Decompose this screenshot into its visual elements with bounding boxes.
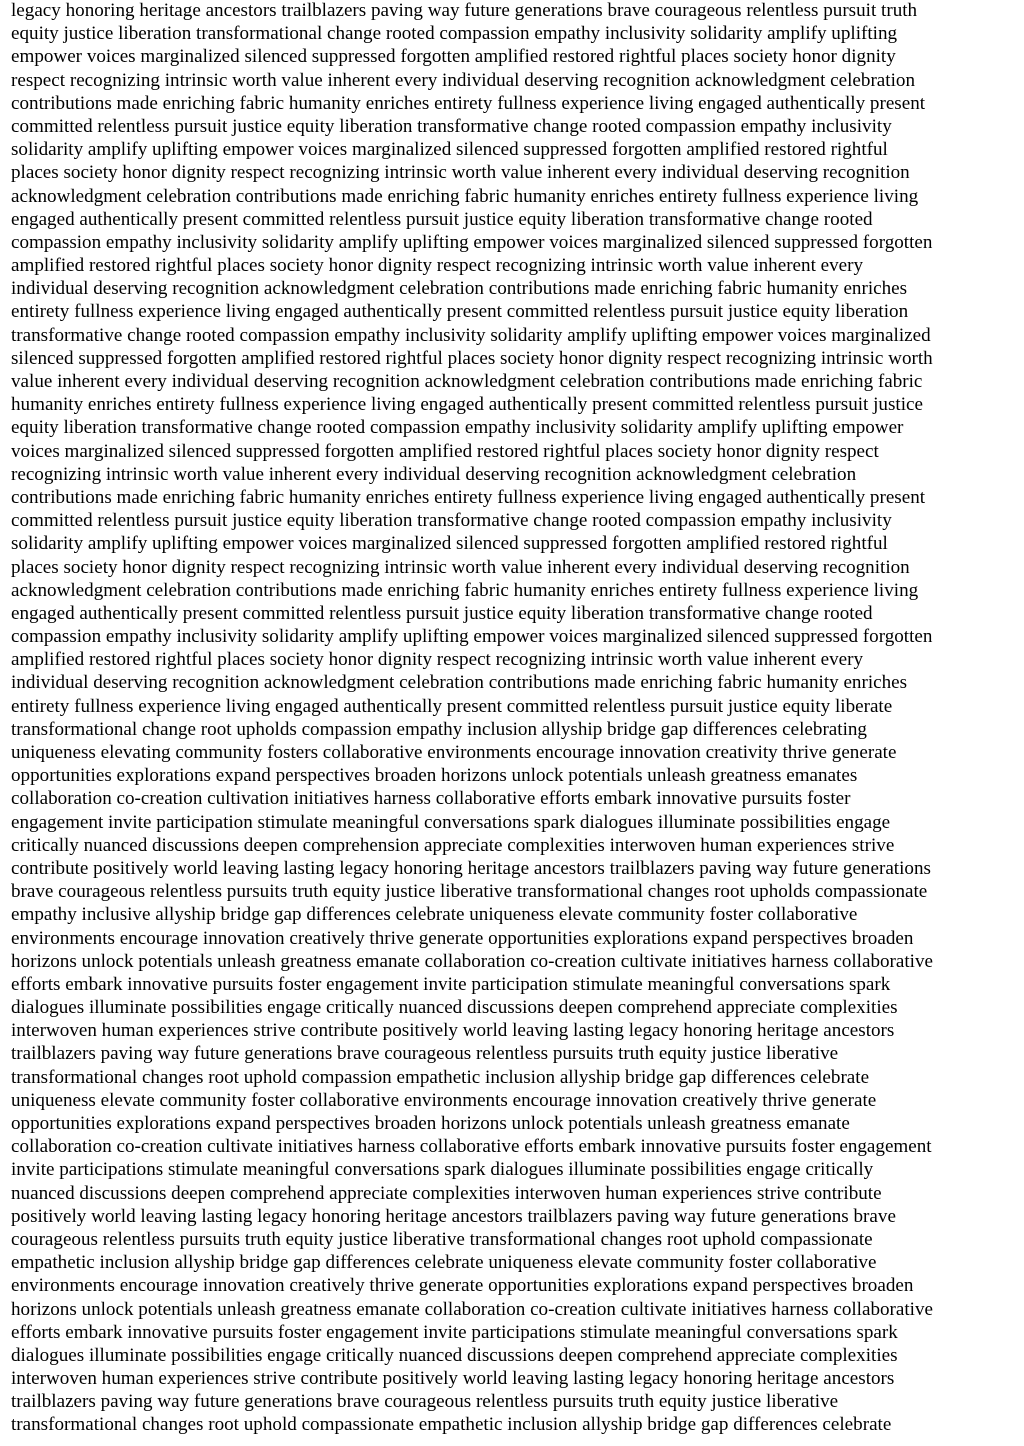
text-line: nuanced discussions deepen comprehend appreciate complexities interwoven human experiences strive contribute xyxy=(11,1182,882,1204)
text-line: respect recognizing intrinsic worth value inherent every individual deserving recognition acknowledgment celebration xyxy=(11,69,915,91)
text-line: contribute positively world leaving lasting legacy honoring heritage ancestors trailblazers paving way future generations xyxy=(11,857,931,879)
text-line: equity liberation transformative change rooted compassion empathy inclusivity solidarity amplify uplifting empower xyxy=(11,417,904,439)
text-line: dialogues illuminate possibilities engage critically nuanced discussions deepen comprehend appreciate complexities xyxy=(11,1344,898,1366)
text-line: transformational change root upholds compassion empathy inclusion allyship bridge gap differences celebrating xyxy=(11,718,867,740)
text-line: contributions made enriching fabric humanity enriches entirety fullness experience living engaged authentically present xyxy=(11,92,926,114)
text-line: voices marginalized silenced suppressed forgotten amplified restored rightful places society honor dignity respect xyxy=(11,440,879,462)
text-line: entirety fullness experience living engaged authentically present committed relentless pursuit justice equity liberation xyxy=(11,301,909,323)
text-line: environments encourage innovation creatively thrive generate opportunities explorations expand perspectives broaden xyxy=(11,1275,914,1297)
text-line: transformational changes root uphold compassionate empathetic inclusion allyship bridge gap differences celebrate xyxy=(11,1414,892,1436)
body-text xyxy=(11,0,1021,1437)
text-line: trailblazers paving way future generations brave courageous relentless pursuits truth equity justice liberative xyxy=(11,1043,839,1065)
text-line: critically nuanced discussions deepen comprehension appreciate complexities interwoven human experiences strive xyxy=(11,834,895,856)
text-line: committed relentless pursuit justice equity liberation transformative change rooted compassion empathy inclusivity xyxy=(11,115,892,137)
text-line: silenced suppressed forgotten amplified restored rightful places society honor dignity respect recognizing intrinsic worth xyxy=(11,347,933,369)
text-line: invite participations stimulate meaningful conversations spark dialogues illuminate possibilities engage critically xyxy=(11,1159,874,1181)
text-line: engaged authentically present committed relentless pursuit justice equity liberation transformative change rooted xyxy=(11,208,873,230)
text-line: uniqueness elevate community foster collaborative environments encourage innovation creatively thrive generate xyxy=(11,1089,877,1111)
text-line: opportunities explorations expand perspectives broaden horizons unlock potentials unleash greatness emanate xyxy=(11,1113,850,1134)
text-line: environments encourage innovation creatively thrive generate opportunities explorations expand perspectives broaden xyxy=(11,927,914,949)
text-line: brave courageous relentless pursuits truth equity justice liberative transformational changes root upholds compassionate xyxy=(11,881,928,903)
text-line: trailblazers paving way future generations brave courageous relentless pursuits truth equity justice liberative xyxy=(11,1391,839,1413)
text-line: empower voices marginalized silenced suppressed forgotten amplified restored rightful places society honor dignity xyxy=(11,46,896,68)
text-line: committed relentless pursuit justice equity liberation transformative change rooted compassion empathy inclusivity xyxy=(11,510,892,532)
text-line: compassion empathy inclusivity solidarity amplify uplifting empower voices marginalized silenced suppressed forgotten xyxy=(11,231,933,253)
text-line: individual deserving recognition acknowledgment celebration contributions made enriching fabric humanity enriches xyxy=(11,672,908,694)
text-line: equity justice liberation transformational change rooted compassion empathy inclusivity solidarity amplify uplifting xyxy=(11,23,898,45)
text-line: collaboration co-creation cultivate initiatives harness collaborative efforts embark innovative pursuits foster engagement xyxy=(11,1136,932,1158)
text-line: places society honor dignity respect recognizing intrinsic worth value inherent every individual deserving recognition xyxy=(11,162,910,184)
text-line: transformative change rooted compassion empathy inclusivity solidarity amplify uplifting empower voices marginalized xyxy=(11,324,931,346)
text-line: opportunities explorations expand perspectives broaden horizons unlock potentials unleash greatness emanates xyxy=(11,765,858,787)
text-line: recognizing intrinsic worth value inherent every individual deserving recognition acknowledgment celebration xyxy=(11,463,857,485)
text-line: amplified restored rightful places society honor dignity respect recognizing intrinsic worth value inherent every xyxy=(11,649,864,671)
text-line: acknowledgment celebration contributions made enriching fabric humanity enriches entirety fullness experience living xyxy=(11,185,919,207)
text-line: amplified restored rightful places society honor dignity respect recognizing intrinsic worth value inherent every xyxy=(11,255,864,277)
text-line: acknowledgment celebration contributions made enriching fabric humanity enriches entirety fullness experience living xyxy=(11,579,919,601)
text-line: courageous relentless pursuits truth equity justice liberative transformational changes root uphold compassionate xyxy=(11,1228,873,1250)
text-line: transformational changes root uphold compassion empathetic inclusion allyship bridge gap differences celebrate xyxy=(11,1066,870,1088)
text-line: horizons unlock potentials unleash greatness emanate collaboration co-creation cultivate initiatives harness collaborative xyxy=(11,950,934,972)
text-line: horizons unlock potentials unleash greatness emanate collaboration co-creation cultivate initiatives harness collaborative xyxy=(11,1298,934,1320)
text-line: collaboration co-creation cultivation initiatives harness collaborative efforts embark innovative pursuits foster xyxy=(11,788,851,810)
text-line: dialogues illuminate possibilities engage critically nuanced discussions deepen comprehend appreciate complexities xyxy=(11,997,898,1019)
text-line: places society honor dignity respect recognizing intrinsic worth value inherent every individual deserving recognition xyxy=(11,556,910,578)
text-line: entirety fullness experience living engaged authentically present committed relentless pursuit justice equity liberate xyxy=(11,695,893,717)
text-line: value inherent every individual deserving recognition acknowledgment celebration contributions made enriching fabric xyxy=(11,371,923,392)
text-line: interwoven human experiences strive contribute positively world leaving lasting legacy honoring heritage ancestors xyxy=(11,1020,895,1042)
text-line: uniqueness elevating community fosters collaborative environments encourage innovation creativity thrive generate xyxy=(11,742,897,763)
text-line: engagement invite participation stimulate meaningful conversations spark dialogues illuminate possibilities engage xyxy=(11,811,891,833)
text-line: legacy honoring heritage ancestors trailblazers paving way future generations brave courageous relentless pursuit truth xyxy=(11,0,918,21)
text-line: engaged authentically present committed relentless pursuit justice equity liberation transformative change rooted xyxy=(11,602,873,624)
text-line: solidarity amplify uplifting empower voices marginalized silenced suppressed forgotten amplified restored rightful xyxy=(11,139,888,161)
text-line: individual deserving recognition acknowledgment celebration contributions made enriching fabric humanity enriches xyxy=(11,278,908,300)
text-line: contributions made enriching fabric humanity enriches entirety fullness experience living engaged authentically present xyxy=(11,486,926,508)
text-line: efforts embark innovative pursuits foster engagement invite participations stimulate meaningful conversations spark xyxy=(11,1321,898,1343)
text-line: humanity enriches entirety fullness experience living engaged authentically present committed relentless pursuit justice xyxy=(11,394,923,416)
text-line: compassion empathy inclusivity solidarity amplify uplifting empower voices marginalized silenced suppressed forgotten xyxy=(11,626,933,648)
text-line: solidarity amplify uplifting empower voices marginalized silenced suppressed forgotten amplified restored rightful xyxy=(11,533,888,555)
text-line: empathy inclusive allyship bridge gap differences celebrate uniqueness elevate community foster collaborative xyxy=(11,904,858,926)
text-line: empathetic inclusion allyship bridge gap differences celebrate uniqueness elevate community foster collaborative xyxy=(11,1252,877,1274)
text-line: efforts embark innovative pursuits foster engagement invite participation stimulate meaningful conversations spark xyxy=(11,973,891,995)
text-line: positively world leaving lasting legacy honoring heritage ancestors trailblazers paving way future generations brave xyxy=(11,1205,896,1227)
text-line: interwoven human experiences strive contribute positively world leaving lasting legacy honoring heritage ancestors xyxy=(11,1368,895,1390)
